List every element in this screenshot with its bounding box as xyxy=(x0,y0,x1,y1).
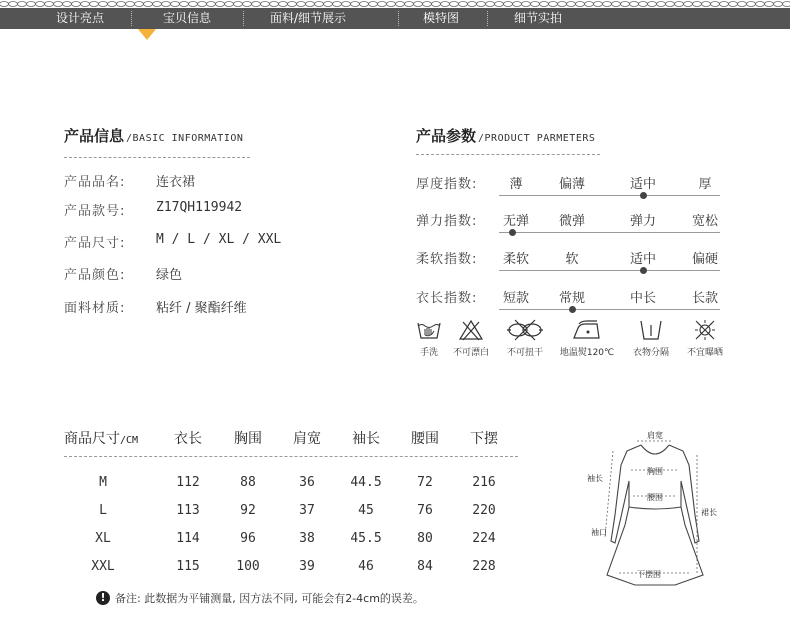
hand-wash-icon xyxy=(416,318,442,342)
size-table-cell: 113 xyxy=(176,503,200,518)
size-table-cell: 115 xyxy=(176,559,200,574)
size-table-cell: 114 xyxy=(176,531,200,546)
chain-link xyxy=(9,2,18,7)
size-table-row-size: XXL xyxy=(91,559,115,574)
parameter-selected-marker xyxy=(509,229,516,236)
care-item xyxy=(416,318,442,358)
chain-link xyxy=(162,2,171,7)
chain-link xyxy=(756,2,765,7)
size-table-row-size: M xyxy=(99,475,107,490)
chain-link xyxy=(360,2,369,7)
chain-link xyxy=(450,2,459,7)
chain-link xyxy=(189,2,198,7)
chain-link xyxy=(216,2,225,7)
chain-link xyxy=(297,2,306,7)
size-table-row-size: L xyxy=(99,503,107,518)
chain-border xyxy=(0,0,790,8)
size-table-column-header: 腰围 xyxy=(411,431,439,447)
chain-link xyxy=(243,2,252,7)
warning-icon: ! xyxy=(96,591,110,605)
label-sleeve: 袖长 xyxy=(587,474,603,483)
care-item xyxy=(446,318,496,358)
wash-separately-icon xyxy=(638,318,664,342)
chain-link xyxy=(441,2,450,7)
chain-link xyxy=(108,2,117,7)
chain-link xyxy=(81,2,90,7)
product-info-title: 产品信息 xyxy=(64,127,125,145)
size-table-cell: 84 xyxy=(417,559,433,574)
chain-link xyxy=(486,2,495,7)
chain-link xyxy=(0,2,9,7)
parameter-label: 厚度指数: xyxy=(416,177,478,192)
chain-link xyxy=(342,2,351,7)
chain-link xyxy=(432,2,441,7)
size-table-cell: 44.5 xyxy=(350,475,382,490)
chain-link xyxy=(261,2,270,7)
size-table-cell: 36 xyxy=(299,475,315,490)
size-table-column-header: 肩宽 xyxy=(293,431,321,447)
parameter-option: 适中 xyxy=(629,177,656,192)
chain-link xyxy=(369,2,378,7)
nav-item-fabric[interactable]: 面料/细节展示 xyxy=(270,11,347,25)
parameters-subtitle: /PRODUCT PARMETERS xyxy=(478,133,596,144)
size-table-cell: 92 xyxy=(240,503,256,518)
chain-link xyxy=(198,2,207,7)
info-value: M / L / XL / XXL xyxy=(156,232,282,247)
chain-link xyxy=(396,2,405,7)
parameter-option: 宽松 xyxy=(691,214,718,229)
chain-link xyxy=(72,2,81,7)
size-table-cell: 39 xyxy=(299,559,315,574)
size-table-cell: 76 xyxy=(417,503,433,518)
size-table-cell: 80 xyxy=(417,531,433,546)
nav-separator xyxy=(398,11,399,26)
care-label: 衣物分隔 xyxy=(632,348,669,358)
chain-link xyxy=(666,2,675,7)
chain-link xyxy=(657,2,666,7)
chain-link xyxy=(540,2,549,7)
parameter-scale-line xyxy=(499,309,720,310)
chain-link xyxy=(495,2,504,7)
iron-low-icon xyxy=(571,318,603,342)
chain-link xyxy=(594,2,603,7)
chain-link xyxy=(333,2,342,7)
divider xyxy=(416,154,600,155)
chain-link xyxy=(549,2,558,7)
product-info-heading xyxy=(64,125,243,146)
parameter-option: 适中 xyxy=(629,252,656,267)
parameters-heading xyxy=(416,125,595,146)
no-wring-icon xyxy=(505,318,545,342)
parameter-selected-marker xyxy=(640,267,647,274)
size-table-cell: 88 xyxy=(240,475,256,490)
chain-link xyxy=(522,2,531,7)
size-table-cell: 38 xyxy=(299,531,315,546)
nav-separator xyxy=(487,11,488,26)
size-table-column-header: 衣长 xyxy=(174,431,202,447)
info-label: 面料材质: xyxy=(64,301,126,316)
size-table-cell: 72 xyxy=(417,475,433,490)
parameter-option: 弹力 xyxy=(629,214,656,229)
chain-link xyxy=(585,2,594,7)
note-text: 备注: 此数据为平铺测量, 因方法不同, 可能会有2-4cm的误差。 xyxy=(115,592,424,605)
chain-link xyxy=(675,2,684,7)
chain-link xyxy=(774,2,783,7)
parameter-label: 弹力指数: xyxy=(416,214,478,229)
chain-link xyxy=(468,2,477,7)
chain-link xyxy=(576,2,585,7)
label-shoulder: 肩宽 xyxy=(647,431,663,440)
chain-link xyxy=(54,2,63,7)
chain-link xyxy=(630,2,639,7)
chain-link xyxy=(531,2,540,7)
parameter-option: 偏薄 xyxy=(558,177,585,192)
parameter-scale-line xyxy=(499,270,720,271)
chain-link xyxy=(477,2,486,7)
chain-link xyxy=(747,2,756,7)
size-table-column-header: 下摆 xyxy=(470,431,498,447)
size-table-cell: 37 xyxy=(299,503,315,518)
label-length: 裙长 xyxy=(701,508,717,517)
chain-link xyxy=(612,2,621,7)
chain-link xyxy=(306,2,315,7)
chain-link xyxy=(135,2,144,7)
size-table-cell: 216 xyxy=(472,475,496,490)
chain-link xyxy=(171,2,180,7)
nav-item-design[interactable]: 设计亮点 xyxy=(56,11,105,25)
chain-link xyxy=(63,2,72,7)
chain-link xyxy=(648,2,657,7)
label-chest: 胸围 xyxy=(647,467,663,476)
info-label: 产品款号: xyxy=(64,204,126,219)
parameter-option: 偏硬 xyxy=(691,252,718,267)
parameter-option: 长款 xyxy=(691,291,718,306)
chain-link xyxy=(423,2,432,7)
chain-link xyxy=(558,2,567,7)
no-sun-dry-icon xyxy=(692,318,718,342)
size-table-title: 商品尺寸 xyxy=(64,431,120,447)
chain-link xyxy=(513,2,522,7)
chain-link xyxy=(279,2,288,7)
parameter-scale-line xyxy=(499,195,720,196)
nav-active-pointer-icon xyxy=(138,29,156,40)
chain-link xyxy=(225,2,234,7)
chain-link xyxy=(603,2,612,7)
care-label: 不可扭干 xyxy=(506,348,543,358)
top-nav xyxy=(0,8,790,29)
chain-link xyxy=(729,2,738,7)
nav-item-info[interactable]: 宝贝信息 xyxy=(163,11,212,25)
chain-link xyxy=(234,2,243,7)
size-table-header-label xyxy=(64,428,138,448)
care-item xyxy=(500,318,550,358)
no-bleach-icon xyxy=(458,318,484,342)
info-value: 连衣裙 xyxy=(156,175,196,190)
chain-link xyxy=(153,2,162,7)
chain-link xyxy=(324,2,333,7)
size-table-row-size: XL xyxy=(95,531,111,546)
chain-link xyxy=(270,2,279,7)
parameter-option: 厚 xyxy=(698,177,712,192)
parameter-option: 薄 xyxy=(509,177,523,192)
chain-link xyxy=(117,2,126,7)
info-label: 产品颜色: xyxy=(64,268,126,283)
care-label: 地温熨120℃ xyxy=(559,348,615,358)
info-value: Z17QH119942 xyxy=(156,200,243,215)
divider xyxy=(64,157,250,158)
label-cuff: 袖口 xyxy=(591,528,607,537)
care-label: 不宜曝晒 xyxy=(686,348,723,358)
parameter-option: 柔软 xyxy=(502,252,529,267)
size-table-cell: 100 xyxy=(236,559,260,574)
chain-link xyxy=(144,2,153,7)
parameter-scale-line xyxy=(499,232,720,233)
dress-measurement-diagram xyxy=(585,425,725,600)
parameter-option: 无弹 xyxy=(502,214,529,229)
size-table-cell: 220 xyxy=(472,503,496,518)
chain-link xyxy=(207,2,216,7)
info-value: 绿色 xyxy=(156,268,183,283)
chain-link xyxy=(378,2,387,7)
care-label: 不可漂白 xyxy=(452,348,489,358)
chain-link xyxy=(405,2,414,7)
chain-link xyxy=(783,2,790,7)
chain-link xyxy=(720,2,729,7)
size-table-cell: 46 xyxy=(358,559,374,574)
chain-link xyxy=(99,2,108,7)
chain-link xyxy=(693,2,702,7)
product-info-subtitle: /BASIC INFORMATION xyxy=(126,133,244,144)
chain-link xyxy=(639,2,648,7)
chain-link xyxy=(387,2,396,7)
chain-link xyxy=(45,2,54,7)
chain-link xyxy=(315,2,324,7)
size-table-cell: 45 xyxy=(358,503,374,518)
chain-link xyxy=(738,2,747,7)
care-label: 手洗 xyxy=(419,348,438,358)
info-label: 产品品名: xyxy=(64,175,126,190)
chain-link xyxy=(180,2,189,7)
parameter-option: 微弹 xyxy=(558,214,585,229)
size-table-column-header: 胸围 xyxy=(234,431,262,447)
parameter-option: 短款 xyxy=(502,291,529,306)
parameter-option: 常规 xyxy=(558,291,585,306)
nav-separator xyxy=(131,11,132,26)
size-table-cell: 96 xyxy=(240,531,256,546)
parameter-selected-marker xyxy=(640,192,647,199)
size-table-cell: 45.5 xyxy=(350,531,382,546)
parameters-title: 产品参数 xyxy=(416,127,477,145)
care-item xyxy=(626,318,676,358)
chain-link xyxy=(288,2,297,7)
label-waist: 腰围 xyxy=(647,493,663,502)
chain-link xyxy=(252,2,261,7)
chain-link xyxy=(711,2,720,7)
parameter-selected-marker xyxy=(569,306,576,313)
chain-link xyxy=(504,2,513,7)
nav-item-details[interactable]: 细节实拍 xyxy=(514,11,563,25)
chain-link xyxy=(567,2,576,7)
chain-link xyxy=(621,2,630,7)
label-hem: 下摆围 xyxy=(637,570,661,579)
parameter-label: 衣长指数: xyxy=(416,291,478,306)
info-label: 产品尺寸: xyxy=(64,236,126,251)
size-table-unit: /CM xyxy=(120,435,139,446)
nav-separator xyxy=(243,11,244,26)
chain-link xyxy=(90,2,99,7)
size-table-cell: 112 xyxy=(176,475,200,490)
chain-link xyxy=(36,2,45,7)
care-item xyxy=(681,318,729,358)
parameter-option: 中长 xyxy=(629,291,656,306)
chain-link xyxy=(414,2,423,7)
parameter-label: 柔软指数: xyxy=(416,252,478,267)
chain-link xyxy=(351,2,360,7)
chain-link xyxy=(27,2,36,7)
chain-link xyxy=(765,2,774,7)
nav-item-model[interactable]: 模特图 xyxy=(423,11,460,25)
care-item xyxy=(556,318,618,358)
chain-link xyxy=(18,2,27,7)
parameter-option: 软 xyxy=(565,252,579,267)
size-table-cell: 228 xyxy=(472,559,496,574)
size-table-column-header: 袖长 xyxy=(352,431,380,447)
chain-link xyxy=(684,2,693,7)
size-table-divider xyxy=(64,456,518,457)
size-table-cell: 224 xyxy=(472,531,496,546)
chain-link xyxy=(702,2,711,7)
chain-link xyxy=(459,2,468,7)
chain-link xyxy=(126,2,135,7)
info-value: 粘纤 / 聚酯纤维 xyxy=(156,301,247,316)
